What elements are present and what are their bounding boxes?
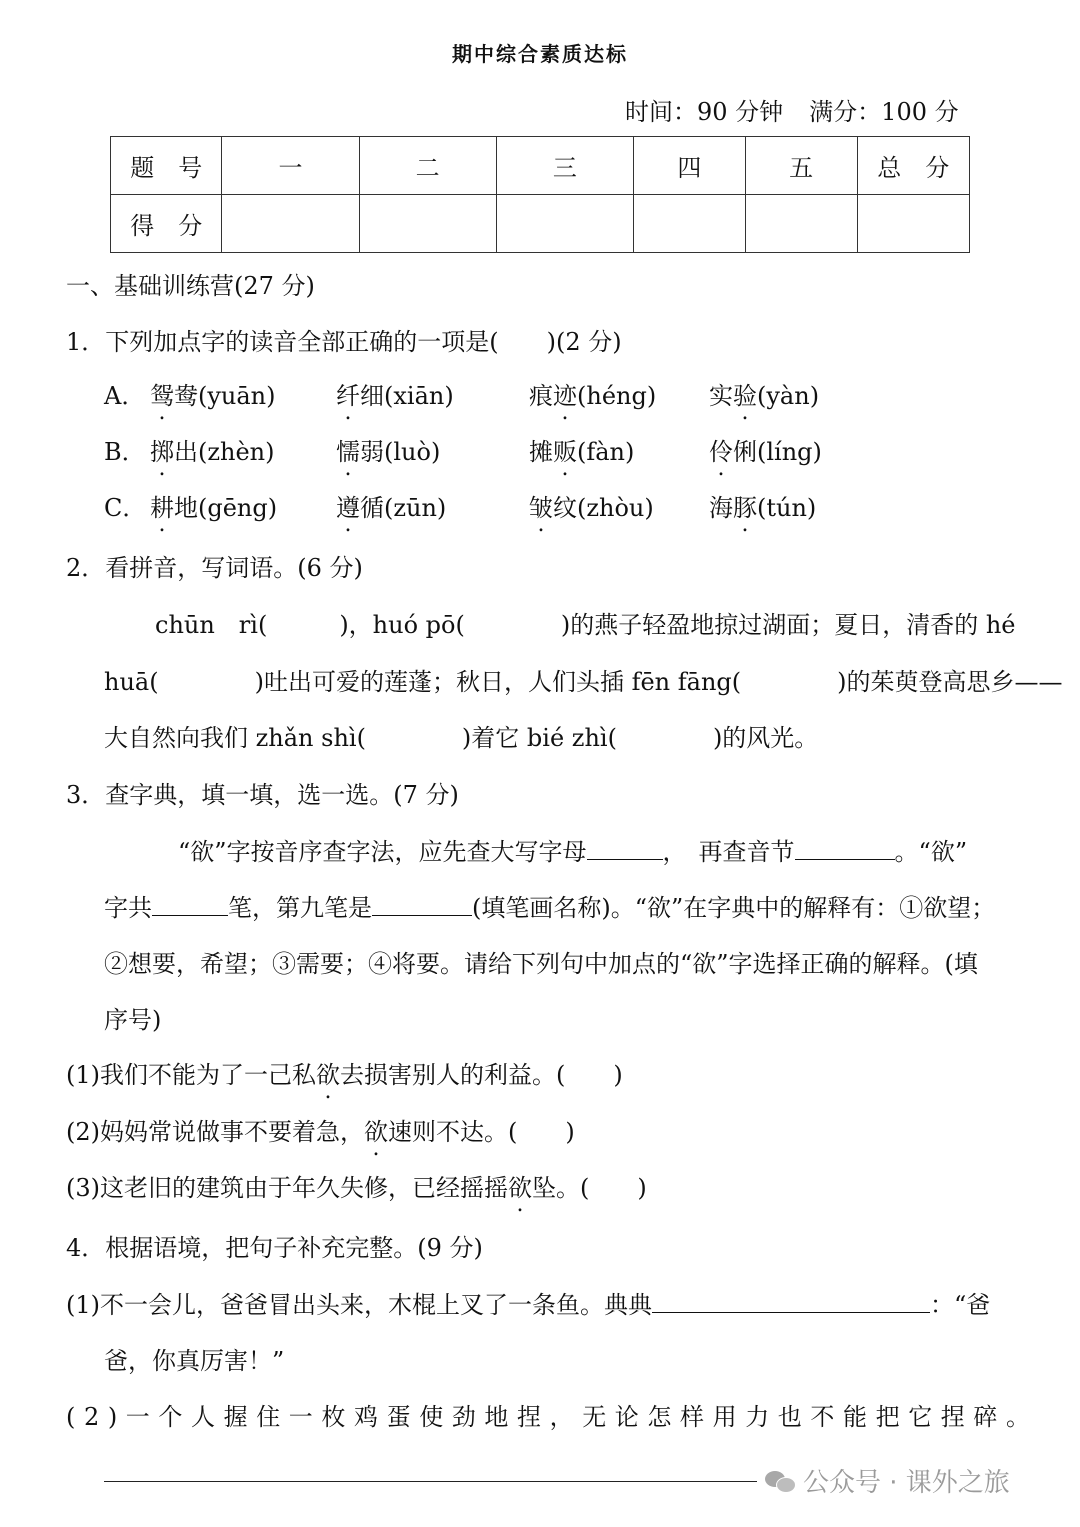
q3-sentence-1: (1)我们不能为了一己私欲去损害别人的利益。( ) <box>66 1061 623 1089</box>
q1-c-item-1: 耕地(gēng) <box>150 494 278 522</box>
time-limit: 时间：90 分钟 <box>625 98 784 126</box>
q3-blank-ninth-stroke[interactable] <box>372 893 472 916</box>
q3-line-2: 字共 笔，第九笔是 (填笔画名称)。“欲”在字典中的解释有：①欲望； <box>104 894 996 922</box>
q4-stem: 4．根据语境，把句子补充完整。(9 分) <box>66 1234 483 1262</box>
q4-sentence-1-cont: 爸，你真厉害！” <box>104 1347 285 1375</box>
cell-label: 题 号 <box>111 137 222 195</box>
score-input-2[interactable] <box>359 195 496 253</box>
score-input-5[interactable] <box>745 195 857 253</box>
q1-b-item-2: 懦弱(luò) <box>336 438 441 466</box>
q1-option-b-label: B． <box>104 438 146 466</box>
score-input-1[interactable] <box>222 195 359 253</box>
cell-q3: 三 <box>496 137 633 195</box>
q3-blank-syllable[interactable] <box>795 837 895 860</box>
q3-blank-strokes[interactable] <box>152 893 228 916</box>
q3-line-3: ②想要，希望；③需要；④将要。请给下列句中加点的“欲”字选择正确的解释。(填 <box>104 950 978 978</box>
q1-c-item-3: 皱纹(zhòu) <box>529 494 654 522</box>
cell-q5: 五 <box>745 137 857 195</box>
section-heading: 一、基础训练营(27 分) <box>66 272 315 300</box>
score-input-total[interactable] <box>857 195 969 253</box>
q3-sentence-2: (2)妈妈常说做事不要着急，欲速则不达。( ) <box>66 1118 575 1146</box>
watermark-text: 公众号 · 课外之旅 <box>803 1468 1010 1498</box>
q3-stem: 3．查字典，填一填，选一选。(7 分) <box>66 781 459 809</box>
full-score: 满分：100 分 <box>809 98 959 126</box>
cell-q1: 一 <box>222 137 359 195</box>
score-input-3[interactable] <box>496 195 633 253</box>
score-input-4[interactable] <box>633 195 745 253</box>
q1-c-item-4: 海豚(tún) <box>709 494 817 522</box>
q1-b-item-4: 伶俐(líng) <box>709 438 822 466</box>
q2-line-1: chūn rì( )，huó pō( )的燕子轻盈地掠过湖面；夏日，清香的 hé <box>155 611 1016 639</box>
q1-c-item-2: 遵循(zūn) <box>336 494 447 522</box>
cell-q2: 二 <box>359 137 496 195</box>
q3-line-4: 序号) <box>104 1006 162 1034</box>
q1-a-item-3: 痕迹(héng) <box>529 382 657 410</box>
q1-a-item-2: 纤细(xiān) <box>336 382 454 410</box>
score-table <box>110 136 970 253</box>
cell-q4: 四 <box>633 137 745 195</box>
score-table-score-row <box>111 195 970 253</box>
q2-line-3: 大自然向我们 zhǎn shì( )着它 bié zhì( )的风光。 <box>104 724 819 752</box>
page-title: 期中综合素质达标 <box>452 42 628 66</box>
q2-stem: 2．看拼音，写词语。(6 分) <box>66 554 363 582</box>
q4-sentence-2: (2)一个人握住一枚鸡蛋使劲地捏，无论怎样用力也不能把它捏碎。 <box>66 1403 1039 1431</box>
cell-score-label: 得 分 <box>111 195 222 253</box>
q1-option-a-label: A． <box>104 382 146 410</box>
q1-stem: 1．下列加点字的读音全部正确的一项是( )(2 分) <box>66 328 622 356</box>
q1-b-item-1: 掷出(zhèn) <box>150 438 275 466</box>
cell-total: 总 分 <box>857 137 969 195</box>
q1-a-item-4: 实验(yàn) <box>709 382 820 410</box>
q1-a-item-1: 鸳鸯(yuān) <box>150 382 276 410</box>
q4-blank-1[interactable] <box>652 1290 930 1313</box>
watermark <box>765 1462 1010 1499</box>
wechat-icon <box>765 1469 795 1493</box>
q3-sentence-3: (3)这老旧的建筑由于年久失修，已经摇摇欲坠。( ) <box>66 1174 647 1202</box>
q1-b-item-3: 摊贩(fàn) <box>529 438 635 466</box>
score-table-header-row <box>111 137 970 195</box>
exam-info <box>625 92 959 127</box>
answer-line[interactable] <box>104 1481 757 1482</box>
q2-line-2: huā( )吐出可爱的莲蓬；秋日，人们头插 fēn fāng( )的茱萸登高思乡—— <box>104 668 1063 696</box>
q3-blank-letter[interactable] <box>587 837 663 860</box>
q4-sentence-1: (1)不一会儿，爸爸冒出头来，木棍上叉了一条鱼。典典 ：“爸 <box>66 1291 991 1319</box>
q3-line-1: “欲”字按音序查字法，应先查大写字母 ， 再查音节 。“欲” <box>178 838 968 866</box>
q1-option-c-label: C． <box>104 494 147 522</box>
